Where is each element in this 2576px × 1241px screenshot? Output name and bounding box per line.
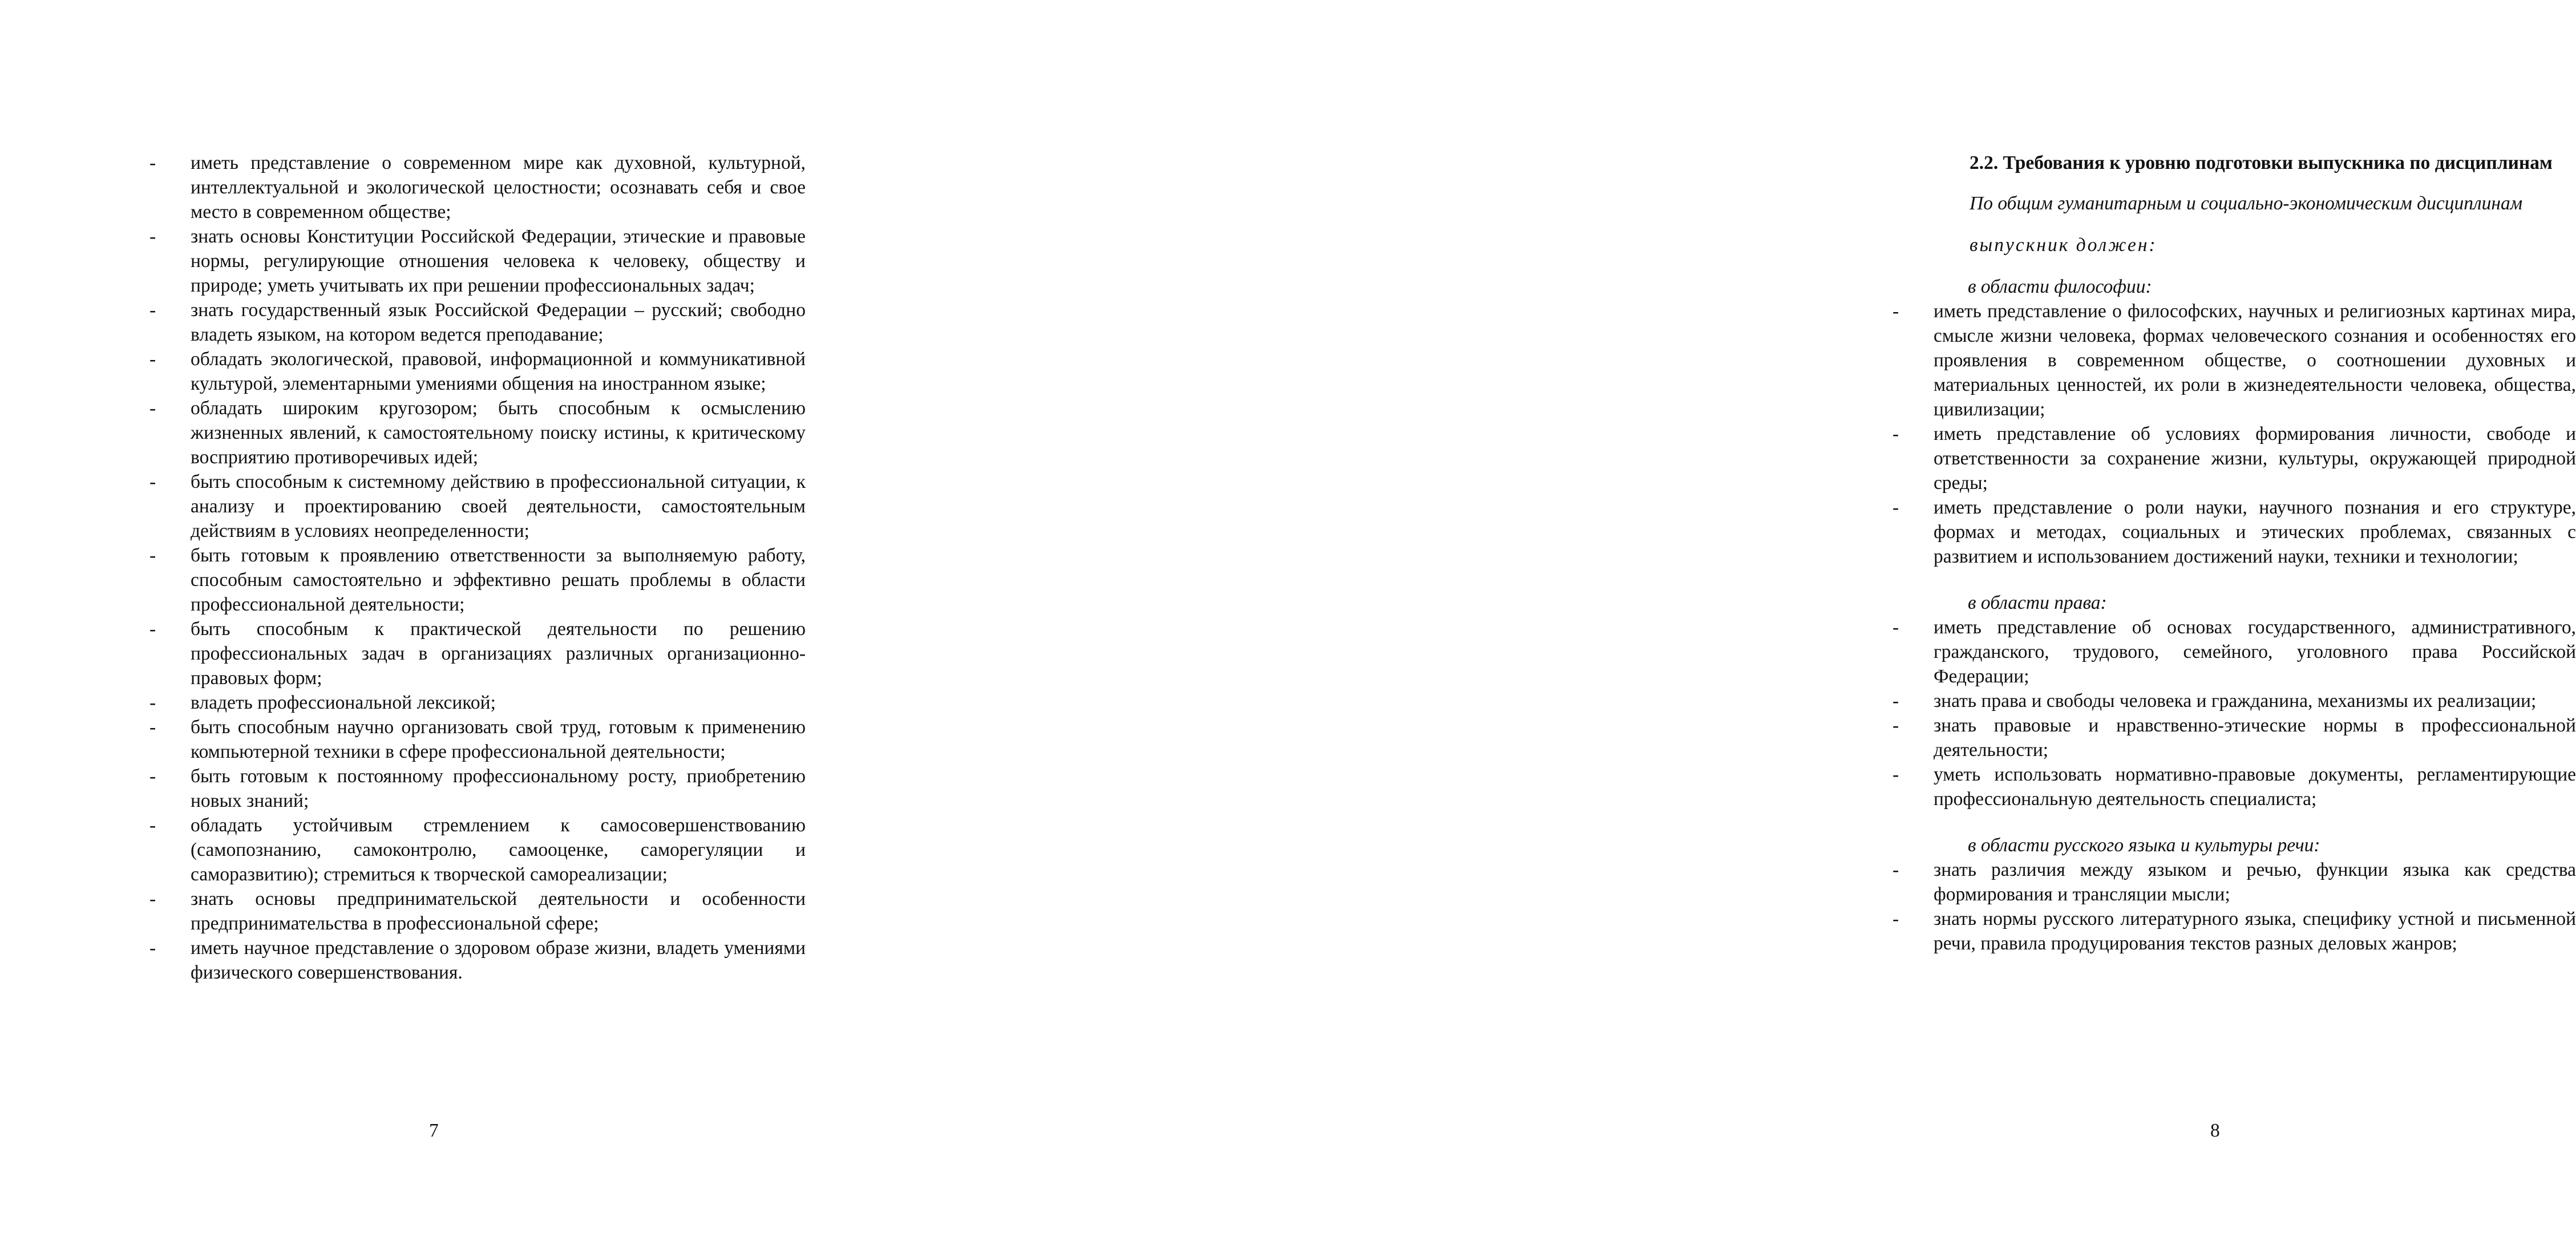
dash-bullet: - — [149, 226, 156, 247]
dash-bullet: - — [1892, 764, 1899, 785]
disciplines-subheading: По общим гуманитарным и социально-экономическим дисциплинам — [1970, 193, 2523, 214]
dash-bullet: - — [149, 937, 156, 959]
list-item-text: быть готовым к постоянному профессиональному росту, приобретению новых знаний; — [191, 766, 806, 811]
list-item-text: обладать экологической, правовой, информационной и коммуникативной культурой, элементарными умениями общения на иностранном языке; — [191, 349, 806, 394]
list-item-text: быть способным к системному действию в профессиональной ситуации, к анализу и проектированию своей деятельности, самостоятельным действиям в условиях неопределенности; — [191, 471, 806, 541]
page-number: 7 — [429, 1120, 439, 1141]
list-item — [149, 543, 806, 617]
section-heading: 2.2. Требования к уровню подготовки выпускника по дисциплинам — [1970, 152, 2553, 173]
list-item — [1892, 907, 2576, 956]
list-item-text: владеть профессиональной лексикой; — [191, 692, 496, 713]
topic-title-russian-language: в области русского языка и культуры речи: — [1968, 835, 2320, 856]
list-item-text: иметь представление о философских, научных и религиозных картинах мира, смысле жизни человека, формах человеческого сознания и особенностях его проявления в современном обществе, о соотношении духовных и материальных ценностей, их роли в жизнедеятельности человека, общества, цивилизации; — [1934, 301, 2576, 420]
dash-bullet: - — [149, 152, 156, 173]
list-item — [1892, 713, 2576, 762]
list-item — [149, 347, 806, 396]
list-item-text: быть способным научно организовать свой труд, готовым к применению компьютерной техники в сфере профессиональной деятельности; — [191, 717, 806, 762]
dash-bullet: - — [1892, 908, 1899, 929]
page-number: 8 — [2210, 1120, 2220, 1141]
list-item — [1892, 422, 2576, 495]
list-item — [149, 764, 806, 813]
list-item — [149, 396, 806, 470]
list-item — [149, 298, 806, 347]
list-item — [1892, 299, 2576, 422]
dash-bullet: - — [149, 349, 156, 370]
list-item-text: быть способным к практической деятельности по решению профессиональных задач в организациях различных организационно-правовых форм; — [191, 619, 806, 689]
list-item-text: обладать широким кругозором; быть способным к осмыслению жизненных явлений, к самостоятельному поиску истины, к критическому восприятию противоречивых идей; — [191, 398, 806, 468]
dash-bullet: - — [149, 888, 156, 909]
list-item-text: знать права и свободы человека и гражданина, механизмы их реализации; — [1934, 690, 2537, 712]
list-item-text: быть готовым к проявлению ответственности за выполняемую работу, способным самостоятельно и эффективно решать проблемы в области профессиональной деятельности; — [191, 545, 806, 615]
graduate-intro: выпускник должен: — [1970, 235, 2157, 256]
dash-bullet: - — [149, 692, 156, 713]
list-item — [149, 690, 806, 715]
list-item — [149, 470, 806, 543]
dash-bullet: - — [149, 300, 156, 321]
dash-bullet: - — [149, 766, 156, 787]
list-item — [1892, 689, 2576, 713]
dash-bullet: - — [149, 471, 156, 492]
list-item-text: иметь представление о современном мире как духовной, культурной, интеллектуальной и экологической целостности; осознавать себя и свое место в современном обществе; — [191, 152, 806, 223]
dash-bullet: - — [1892, 497, 1899, 518]
list-item — [149, 617, 806, 690]
dash-bullet: - — [1892, 690, 1899, 712]
list-item-text: знать основы предпринимательской деятельности и особенности предпринимательства в профессиональной сфере; — [191, 888, 806, 934]
list-item — [1892, 858, 2576, 907]
list-item — [149, 813, 806, 887]
list-item — [149, 151, 806, 224]
left-page-body — [149, 151, 806, 985]
list-item-text: уметь использовать нормативно-правовые документы, регламентирующие профессиональную деятельность специалиста; — [1934, 764, 2576, 810]
list-item-text: иметь представление о роли науки, научного познания и его структуре, формах и методах, социальных и этических проблемах, связанных с развитием и использованием достижений науки, техники и технологии; — [1934, 497, 2576, 567]
dash-bullet: - — [149, 717, 156, 738]
list-item — [149, 715, 806, 764]
dash-bullet: - — [149, 619, 156, 640]
list-item-text: знать основы Конституции Российской Федерации, этические и правовые нормы, регулирующие отношения человека к человеку, обществу и природе; уметь учитывать их при решении профессиональных задач; — [191, 226, 806, 296]
dash-bullet: - — [1892, 715, 1899, 736]
dash-bullet: - — [149, 815, 156, 836]
topic-title-law: в области права: — [1968, 592, 2107, 613]
list-item-text: иметь научное представление о здоровом образе жизни, владеть умениями физического совершенствования. — [191, 937, 806, 983]
list-item — [1892, 762, 2576, 811]
list-item-text: знать нормы русского литературного языка, специфику устной и письменной речи, правила продуцирования текстов разных деловых жанров; — [1934, 908, 2576, 954]
dash-bullet: - — [149, 545, 156, 566]
list-item — [1892, 495, 2576, 569]
list-item — [149, 936, 806, 985]
list-item-text: обладать устойчивым стремлением к самосовершенствованию (самопознанию, самоконтролю, самооценке, саморегуляции и саморазвитию); стремиться к творческой самореализации; — [191, 815, 806, 885]
list-item — [1892, 615, 2576, 689]
dash-bullet: - — [149, 398, 156, 419]
right-page — [899, 0, 2576, 1241]
dash-bullet: - — [1892, 423, 1899, 444]
list-item-text: знать правовые и нравственно-этические нормы в профессиональной деятельности; — [1934, 715, 2576, 761]
list-item-text: знать различия между языком и речью, функции языка как средства формирования и трансляции мысли; — [1934, 859, 2576, 905]
left-page — [0, 0, 899, 1241]
dash-bullet: - — [1892, 859, 1899, 880]
list-item-text: знать государственный язык Российской Федерации – русский; свободно владеть языком, на котором ведется преподавание; — [191, 300, 806, 345]
dash-bullet: - — [1892, 301, 1899, 322]
right-page-body — [1892, 151, 2576, 956]
topic-title-philosophy: в области философии: — [1968, 276, 2152, 297]
list-item-text: иметь представление об условиях формирования личности, свободе и ответственности за сохранение жизни, культуры, окружающей природной среды; — [1934, 423, 2576, 494]
dash-bullet: - — [1892, 617, 1899, 638]
list-item — [149, 224, 806, 298]
list-item-text: иметь представление об основах государственного, административного, гражданского, трудового, семейного, уголовного права Российской Федерации; — [1934, 617, 2576, 687]
list-item — [149, 887, 806, 936]
